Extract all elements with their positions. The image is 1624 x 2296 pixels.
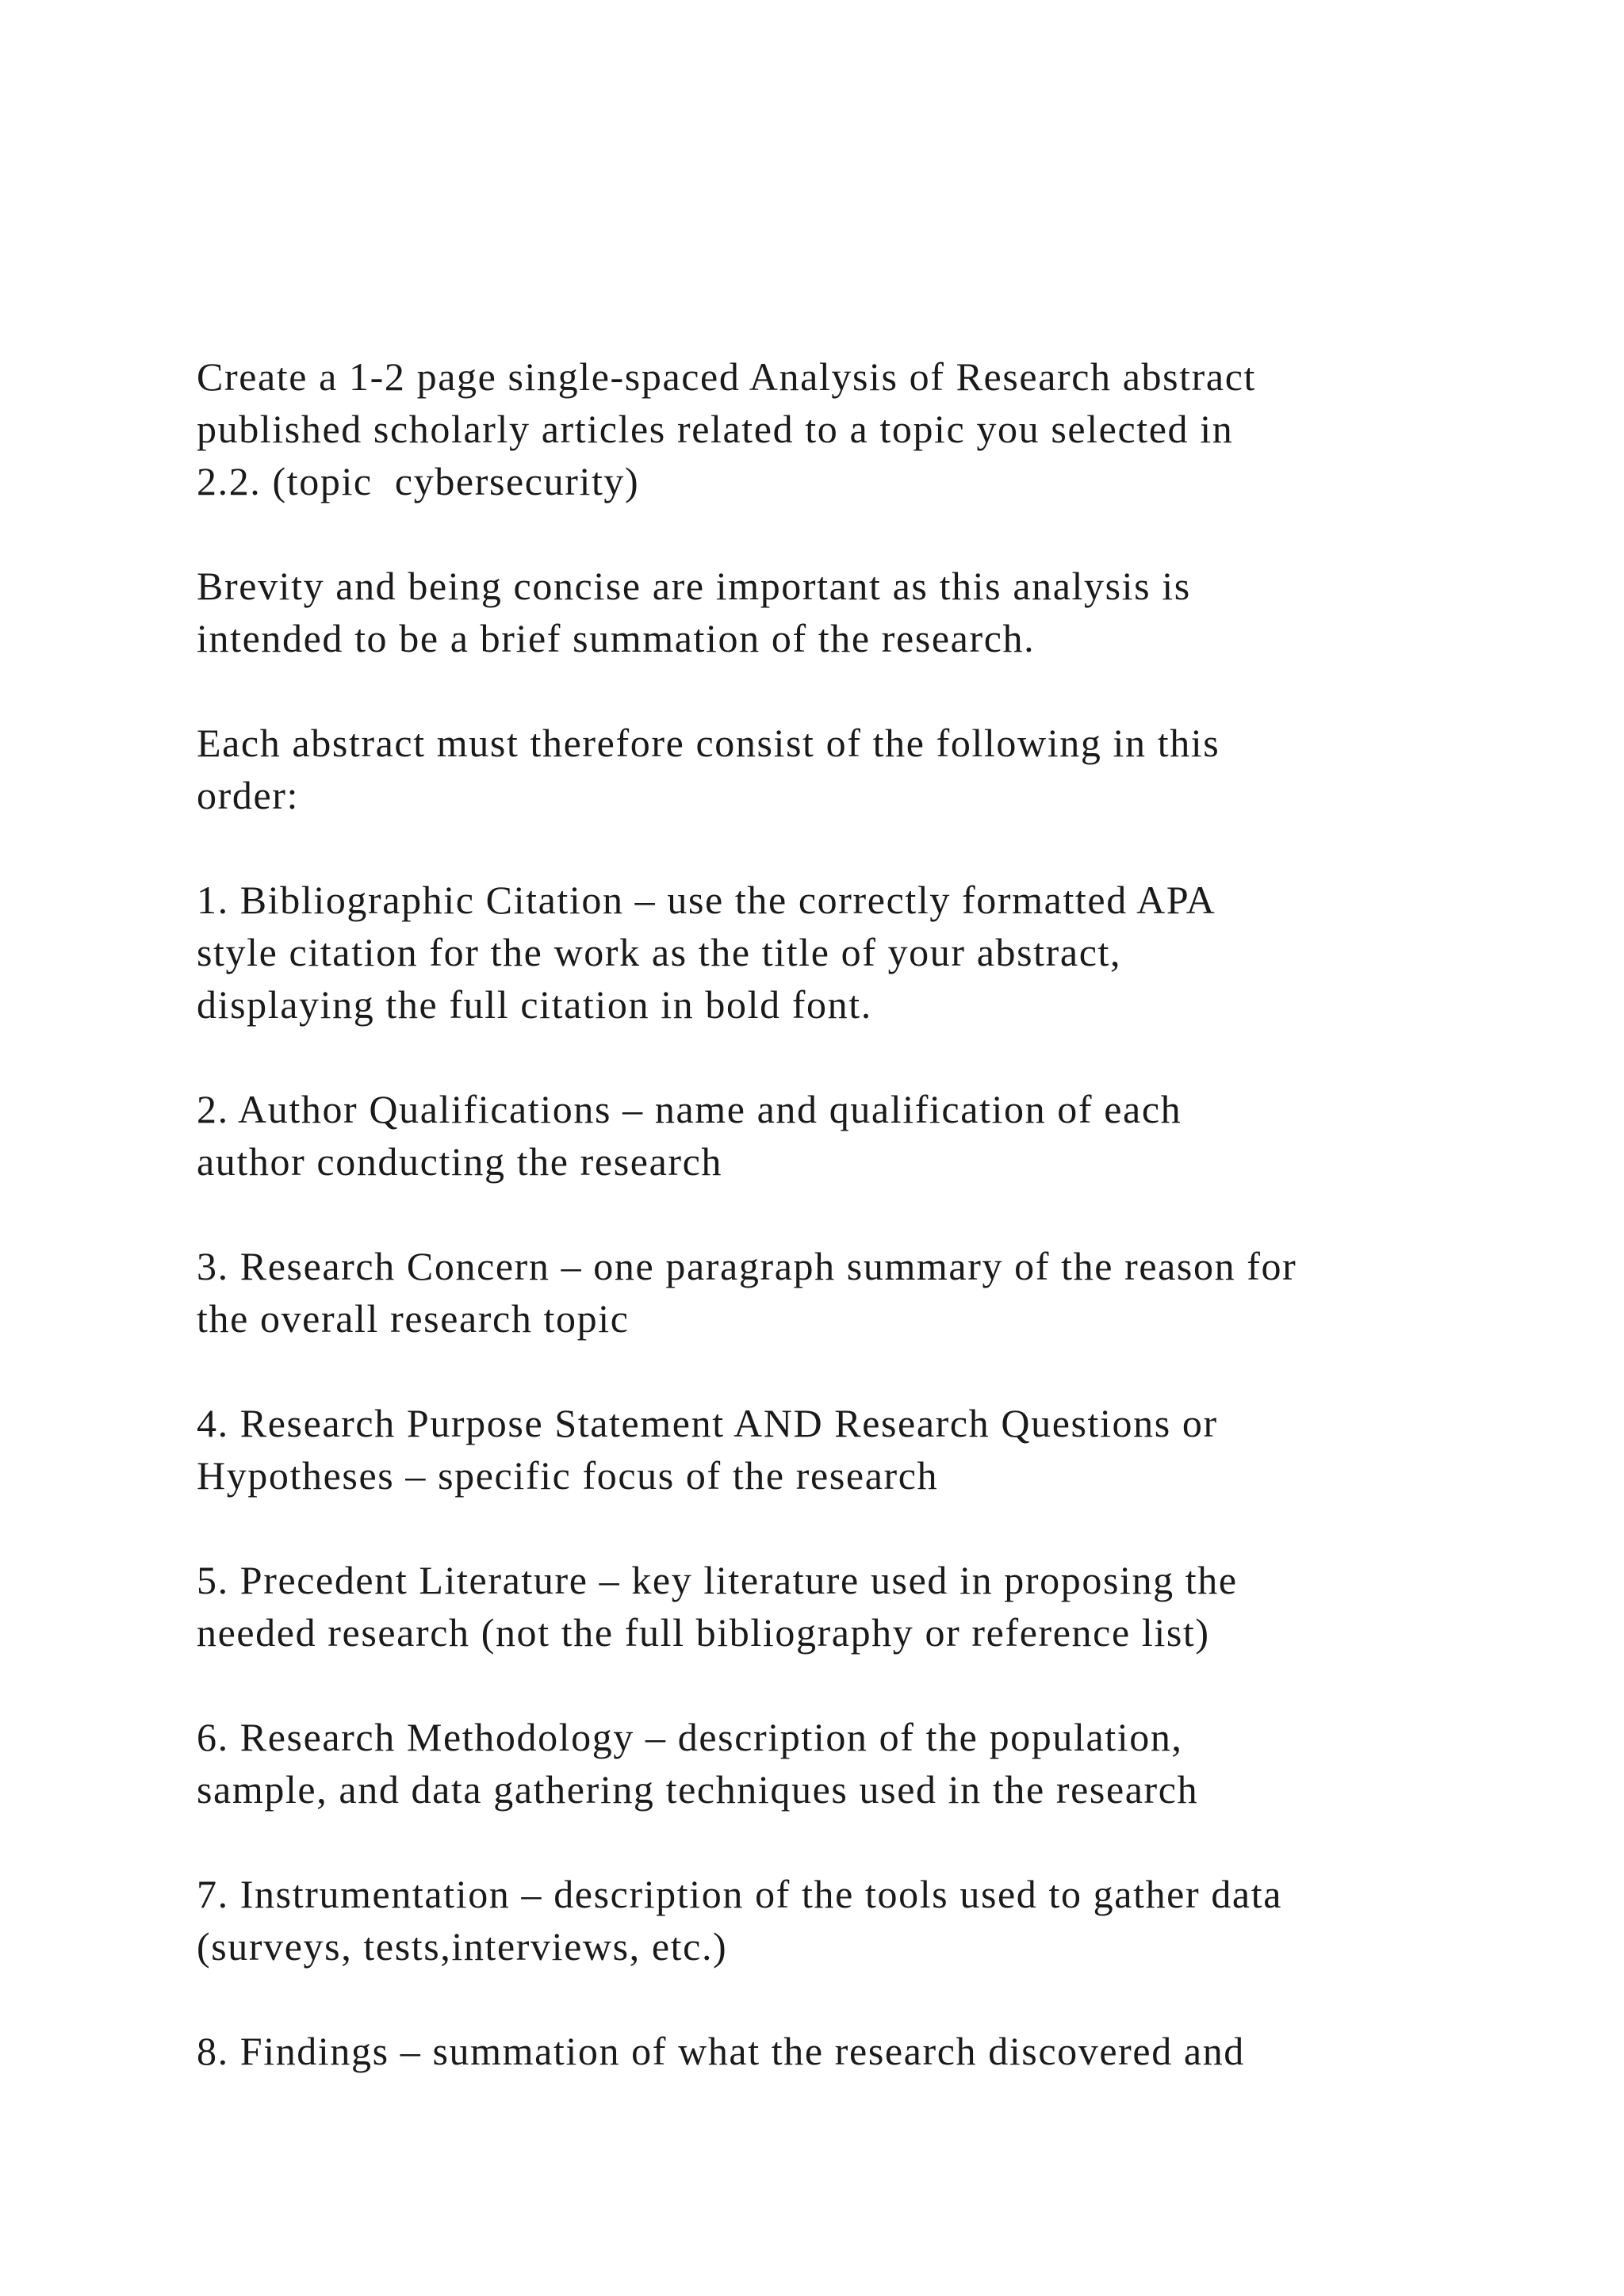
intro-paragraph	[197, 350, 1545, 507]
text-line: 6. Research Methodology – description of the population,	[197, 1715, 1183, 1759]
list-item-research-methodology	[197, 1711, 1545, 1816]
text-line: 4. Research Purpose Statement AND Research Questions or	[197, 1401, 1218, 1445]
text-line: sample, and data gathering techniques used in the research	[197, 1767, 1199, 1812]
text-line: the overall research topic	[197, 1296, 630, 1341]
text-line: 5. Precedent Literature – key literature used in proposing the	[197, 1558, 1238, 1602]
text-line: Brevity and being concise are important as this analysis is	[197, 564, 1191, 608]
text-line: displaying the full citation in bold font.	[197, 982, 872, 1027]
text-line: author conducting the research	[197, 1139, 723, 1184]
text-line: published scholarly articles related to a topic you selected in	[197, 407, 1234, 451]
text-line: Hypotheses – specific focus of the research	[197, 1453, 939, 1498]
text-line: Create a 1-2 page single-spaced Analysis of Research abstract	[197, 354, 1257, 399]
text-line: style citation for the work as the title of your abstract,	[197, 930, 1122, 974]
text-line: Each abstract must therefore consist of the following in this	[197, 721, 1220, 765]
list-item-instrumentation	[197, 1868, 1545, 1973]
document-body	[197, 350, 1545, 2130]
text-line: 2.2. (topic cybersecurity)	[197, 459, 640, 503]
text-line: intended to be a brief summation of the research.	[197, 616, 1036, 660]
text-line: needed research (not the full bibliography or reference list)	[197, 1610, 1210, 1655]
text-line: (surveys, tests,interviews, etc.)	[197, 1924, 728, 1969]
text-line: 8. Findings – summation of what the research discovered and	[197, 2029, 1245, 2073]
text-line: 1. Bibliographic Citation – use the correctly formatted APA	[197, 878, 1216, 922]
list-item-author-qualifications	[197, 1083, 1545, 1188]
list-item-research-concern	[197, 1240, 1545, 1345]
list-item-bibliographic-citation	[197, 874, 1545, 1031]
text-line: order:	[197, 773, 299, 817]
list-item-findings	[197, 2025, 1545, 2077]
text-line: 7. Instrumentation – description of the tools used to gather data	[197, 1872, 1282, 1916]
brevity-paragraph	[197, 560, 1545, 664]
text-line: 3. Research Concern – one paragraph summary of the reason for	[197, 1244, 1297, 1288]
text-line: 2. Author Qualifications – name and qualification of each	[197, 1087, 1182, 1131]
order-paragraph	[197, 717, 1545, 821]
list-item-research-purpose	[197, 1397, 1545, 1502]
list-item-precedent-literature	[197, 1554, 1545, 1659]
